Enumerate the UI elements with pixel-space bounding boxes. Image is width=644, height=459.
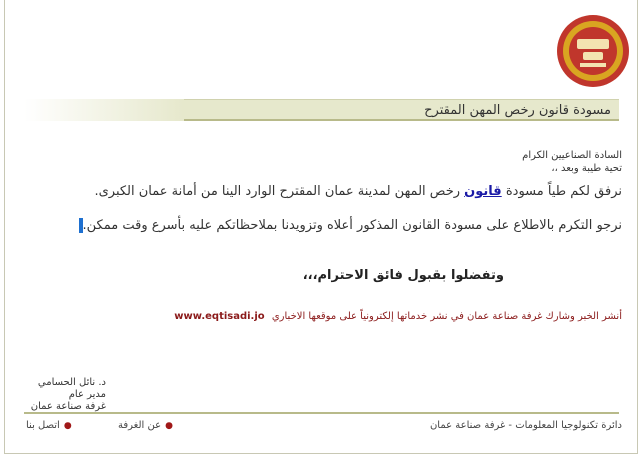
body-paragraph-2 [77, 218, 622, 233]
chamber-logo-icon[interactable] [556, 14, 630, 88]
page-title: مسودة قانون رخص المهن المقترح [424, 103, 611, 118]
law-link[interactable]: قانون [464, 184, 502, 199]
footer-contact-label: اتصل بنا [26, 420, 60, 431]
footer-department: دائرة تكنولوجيا المعلومات - غرفة صناعة عمان [429, 420, 622, 431]
p1-suffix: رخص المهن لمدينة عمان المقترح الوارد الينا من أمانة عمان الكبرى. [94, 184, 461, 199]
p1-prefix: نرفق لكم طياً مسودة [505, 184, 622, 199]
signature-org: غرفة صناعة عمان [30, 401, 106, 412]
bullet-icon: ● [165, 421, 173, 431]
closing-line: وتفضلوا بقبول فائق الاحترام،،، [302, 268, 504, 283]
greeting-line-2: تحية طيبة وبعد ،، [551, 163, 622, 174]
greeting-line-1: السادة الصناعيين الكرام [522, 150, 622, 161]
footer-about-link[interactable] [118, 420, 173, 431]
share-text: أنشر الخبر وشارك غرفة صناعة عمان في نشر خدماتها إلكترونياً على موقعها الاخباري [271, 311, 622, 322]
bullet-icon: ● [63, 421, 72, 431]
body-paragraph-1 [94, 184, 622, 199]
share-site-link[interactable]: www.eqtisadi.jo [174, 311, 265, 322]
p2-text: نرجو التكرم بالاطلاع على مسودة القانون المذكور أعلاه وتزويدنا بملاحظاتكم عليه بأسرع وقت ممكن. [82, 218, 622, 233]
signature-name: د. نائل الحسامي [37, 377, 106, 388]
footer-contact-link[interactable] [26, 420, 72, 431]
footer-divider [24, 412, 619, 414]
title-bar [24, 99, 619, 121]
share-line [174, 311, 622, 322]
signature-role: مدير عام [68, 389, 106, 400]
footer-about-label: عن الغرفة [118, 420, 162, 431]
